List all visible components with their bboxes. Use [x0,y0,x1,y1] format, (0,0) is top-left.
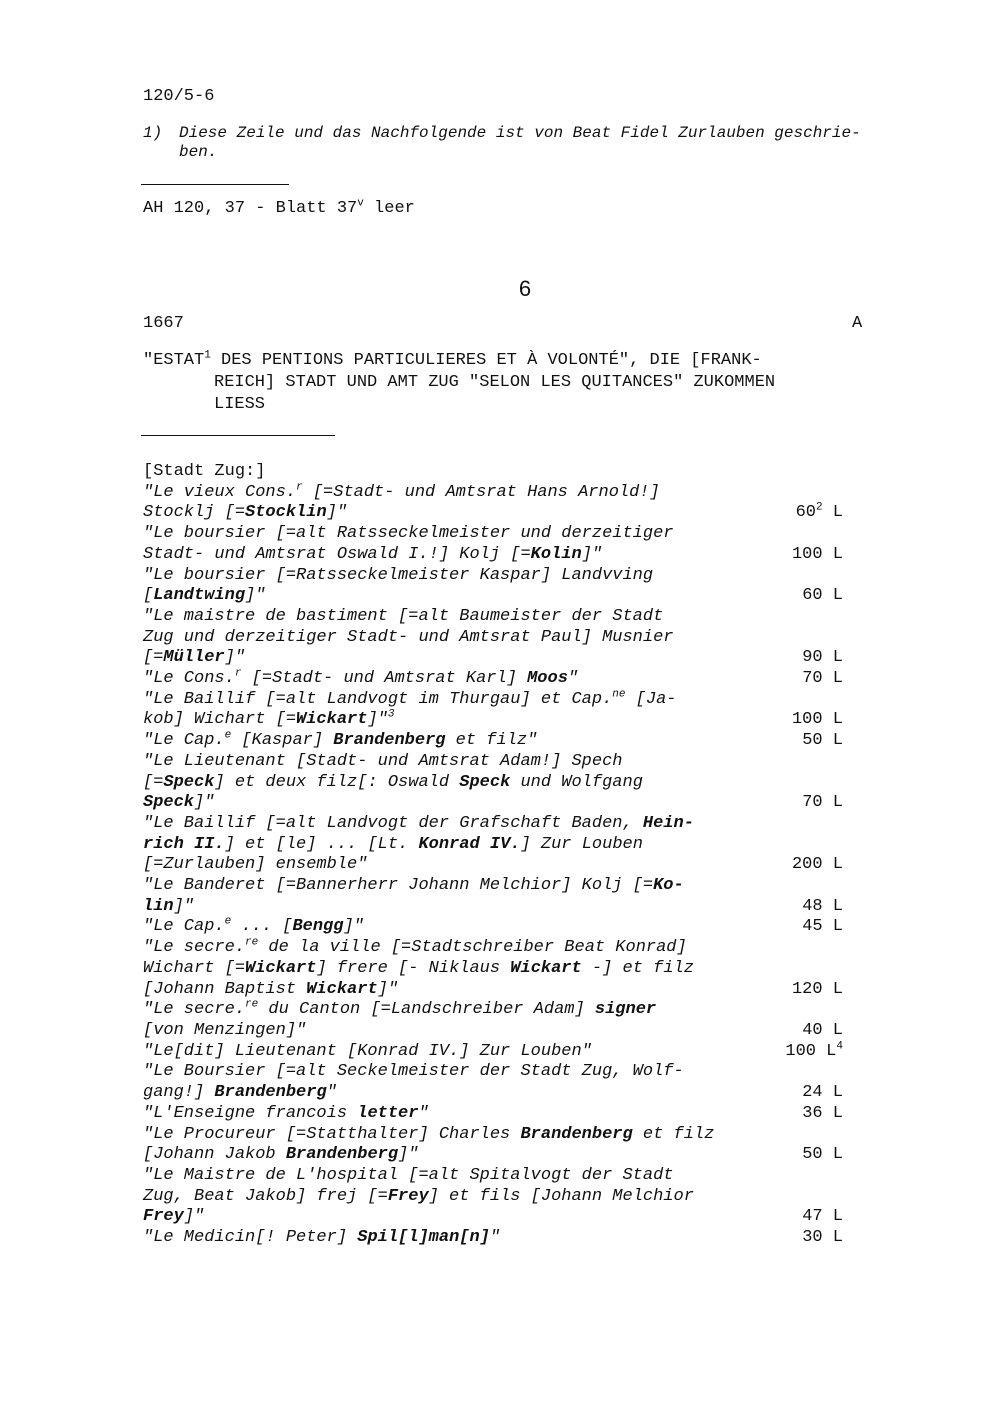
entry-fragment: "Le Cap. [143,917,225,937]
entry-line [143,959,773,980]
entry-amount [773,710,843,731]
title-line: "ESTAT$^1$ DES PENTIONS PARTICULIERES ET À VOLONTÉ", DIE [FRANK- [143,349,762,370]
entry-fragment: ... [ [231,917,293,937]
entry-amount [773,648,843,669]
pension-entry [143,1228,903,1249]
document-year: 1667 [143,314,184,333]
entry-fragment: "Le boursier [=Ratsseckelmeister Kaspar] Landvving [143,565,654,585]
section-label: [Stadt Zug:] [143,462,266,481]
entry-name-bold: Speck [459,772,511,792]
entry-amount [773,1145,843,1166]
title-line: REICH] STADT UND AMT ZUG "SELON LES QUITANCES" ZUKOMMEN [214,373,776,392]
entry-fragment: et filz" [445,731,538,751]
entry-name-bold: Speck [143,793,195,813]
entry-text [143,1000,773,1041]
entry-fragment: [=Zurlauben] ensemble" [143,855,368,875]
entry-text [143,731,773,752]
entry-name-bold: Landtwing [153,586,246,606]
entry-line [143,897,773,918]
entry-name-bold: Brandenberg [214,1083,327,1103]
entry-fragment: ]" [173,896,195,916]
entry-amount [773,503,843,524]
pension-entry [143,1125,903,1166]
entry-name-bold: Moos [527,669,568,689]
entry-fragment: "Le secre. [143,938,246,958]
entry-amount [773,1104,843,1125]
entry-line [143,710,773,731]
entry-line [143,1062,773,1083]
entry-fragment: "Le Medicin[! Peter] [143,1228,358,1248]
entry-fragment: ]" [183,1207,205,1227]
entries-container [143,483,903,1249]
entry-line [143,793,773,814]
entry-fragment: [= [143,648,164,668]
amount-value: 36 [802,1103,823,1123]
amount-value: 100 [791,544,823,564]
amount-value: 45 [802,917,823,937]
entry-name-bold: Wickart [306,979,378,999]
document-letter: A [852,314,863,333]
amount-unit: L [822,979,843,999]
entry-fragment: et filz [632,1124,715,1144]
entry-fragment: ] et [le] ... [Lt. [224,834,419,854]
entry-name-bold: signer [594,1000,657,1020]
footnote-number: 1) [143,124,163,142]
entry-line [143,545,773,566]
entry-fragment: "Le maistre de bastiment [=alt Baumeister der Stadt [143,606,664,626]
entry-line [143,814,773,835]
pension-entry [143,938,903,1000]
entry-text [143,1166,773,1228]
amount-unit: L [822,917,843,937]
entry-line [143,1000,773,1021]
entry-fragment: "Le Baillif [=alt Landvogt der Grafschaft Baden, [143,813,643,833]
entry-text [143,814,773,876]
entry-line [143,669,773,690]
entry-fragment: Zug, Beat Jakob] frej [= [143,1186,388,1206]
amount-value: 100 [785,1041,816,1061]
amount-value: 100 [791,710,823,730]
entry-name-bold: Wickart [510,958,582,978]
entry-amount [773,731,843,752]
entry-fragment: [=Stadt- und Amtsrat Hans Arnold!] [302,482,660,502]
pension-entry [143,1166,903,1228]
entry-amount [773,917,843,938]
entry-name-bold: Bengg [292,917,344,937]
footnote [143,124,903,162]
entry-line [143,503,773,524]
entry-line [143,1228,773,1249]
entry-name-bold: Frey [143,1207,184,1227]
entry-line [143,1207,773,1228]
entry-fragment: ]" [343,917,364,937]
amount-footnote-mark: 2 [815,501,823,514]
amount-value: 60 [802,586,823,606]
entry-fragment: ]" [326,503,348,523]
entry-name-bold: Speck [163,772,215,792]
amount-value: 120 [791,979,823,999]
entry-fragment: "L'Enseigne francois [143,1103,358,1123]
amount-value: 47 [802,1207,823,1227]
amount-unit: L [815,1041,837,1061]
entry-superscript: 3 [387,708,395,721]
entry-name-bold: Brandenberg [520,1124,633,1144]
entry-line [143,876,773,897]
amount-value: 24 [802,1083,823,1103]
entry-text [143,917,773,938]
entry-fragment: [von Menzingen]" [143,1020,307,1040]
entry-fragment: " [489,1228,501,1248]
entry-line [143,773,773,794]
title-divider [141,435,335,436]
entry-fragment: Stadt- und Amtsrat Oswald I.!] Kolj [= [143,544,531,564]
entry-text [143,876,773,917]
document-title [143,350,903,416]
entry-fragment: ]" [581,544,603,564]
entry-fragment: [Ja- [625,689,677,709]
entry-name-bold: Hein- [642,813,694,833]
entry-line [143,835,773,856]
pension-entry [143,752,903,814]
amount-value: 60 [795,503,816,523]
entry-text [143,1062,773,1103]
footnote-line: ben. [179,143,218,161]
entry-fragment: de la ville [=Stadtschreiber Beat Konrad] [258,938,687,958]
entry-superscript: r [234,667,242,680]
entry-text [143,483,773,524]
entries-list [143,462,903,1249]
pension-entry [143,669,903,690]
entry-fragment: ] et fils [Johann Melchior [428,1186,694,1206]
entry-amount [773,669,843,690]
entry-fragment: ]" [194,793,215,813]
entry-amount [773,545,843,566]
amount-value: 70 [802,669,823,689]
entry-line [143,752,773,773]
entry-line [143,628,773,649]
entry-fragment: "Le Cons. [143,669,235,689]
entry-fragment: ]" [224,648,246,668]
entry-fragment: kob] Wichart [= [143,710,297,730]
entry-fragment: " [567,669,579,689]
entry-line [143,917,773,938]
title-line: LIESS [214,395,266,414]
entry-fragment: ]" [377,979,399,999]
page-header-ref: 120/5-6 [143,87,215,106]
entry-line [143,938,773,959]
entry-superscript: r [296,481,303,494]
amount-unit: L [822,648,843,668]
pension-entry [143,731,903,752]
entry-fragment: [Johann Baptist [143,979,307,999]
entry-fragment: ] Zur Louben [520,834,643,854]
amount-unit: L [822,1020,843,1040]
entry-line [143,586,773,607]
entry-amount [773,1083,843,1104]
entry-fragment: "Le Baillif [=alt Landvogt im Thurgau] et Cap. [143,689,613,709]
entry-fragment: "Le boursier [=alt Ratsseckelmeister und derzeitiger [143,524,674,544]
amount-unit: L [822,855,843,875]
entry-text [143,1125,773,1166]
entry-fragment: Zug und derzeitiger Stadt- und Amtsrat Paul] Musnier [143,627,674,647]
entry-fragment: "Le Boursier [=alt Seckelmeister der Stadt Zug, Wolf- [143,1062,684,1082]
entry-fragment: ] et deux filz[: Oswald [214,772,460,792]
entry-line [143,1125,773,1146]
entry-amount [773,1021,843,1042]
entry-fragment: " [418,1103,429,1123]
entry-name-bold: Kolin [530,544,582,564]
entry-text [143,566,773,607]
footnote-divider [141,184,289,185]
entry-text [143,1228,773,1249]
sheet-note: AH 120, 37 - Blatt 37$^v$ leer [143,197,415,218]
pension-entry [143,607,903,669]
entry-line [143,1187,773,1208]
entry-fragment: ]" [245,586,266,606]
entry-name-bold: Wickart [296,710,368,730]
entry-line [143,1083,773,1104]
entry-name-bold: Konrad IV. [418,834,521,854]
entry-name-bold: letter [357,1103,419,1123]
amount-value: 30 [802,1228,823,1248]
pension-entry [143,690,903,731]
entry-amount [773,793,843,814]
entry-line [143,566,773,587]
entry-line [143,980,773,1001]
entry-fragment: [Kaspar] [231,731,334,751]
pension-entry [143,1000,903,1041]
pension-entry [143,483,903,524]
footnote-line: Diese Zeile und das Nachfolgende ist von Beat Fidel Zurlauben geschrie- [179,124,861,142]
amount-value: 40 [802,1020,823,1040]
amount-unit: L [822,793,843,813]
entry-fragment: -] et filz [581,958,694,978]
entry-text [143,524,773,565]
entry-text [143,1104,773,1125]
entry-fragment: du Canton [=Landschreiber Adam] [258,1000,595,1020]
amount-unit: L [822,1145,843,1165]
entry-name-bold: Brandenberg [333,731,446,751]
amount-value: 200 [791,855,823,875]
entry-name-bold: Spil[l]man[n] [357,1228,490,1248]
entry-fragment: gang!] [143,1083,215,1103]
amount-unit: L [822,544,843,564]
amount-unit: L [822,1083,843,1103]
entry-superscript: e [224,729,232,742]
entry-fragment: "Le Maistre de L'hospital [=alt Spitalvogt der Stadt [143,1165,674,1185]
entry-text [143,752,773,814]
entry-line [143,690,773,711]
entry-fragment: "Le Lieutenant [Stadt- und Amtsrat Adam!] Spech [143,751,623,771]
amount-unit: L [822,669,843,689]
entry-line [143,648,773,669]
entry-fragment: "Le Banderet [=Bannerherr Johann Melchior] Kolj [= [143,876,654,896]
entry-superscript: e [224,915,232,928]
entry-fragment: Wichart [= [143,958,246,978]
entry-fragment: " [326,1083,337,1103]
entry-amount [773,1228,843,1249]
entry-line [143,1021,773,1042]
amount-unit: L [822,1207,843,1227]
entry-amount [773,897,843,918]
entry-line [143,483,773,504]
entry-text [143,690,773,731]
amount-unit: L [822,731,843,751]
unit-footnote-mark: 4 [836,1040,843,1053]
entry-name-bold: Wickart [245,958,317,978]
entry-fragment: [=Stadt- und Amtsrat Karl] [241,669,528,689]
amount-unit: L [822,710,843,730]
entry-line [143,855,773,876]
entry-line [143,1145,773,1166]
entry-fragment: "Le Cap. [143,731,225,751]
entry-fragment: Stocklj [= [143,503,246,523]
entry-amount [773,980,843,1001]
entry-line [143,607,773,628]
entry-name-bold: Stocklin [245,503,327,523]
entry-text [143,938,773,1000]
entry-fragment: [ [143,586,154,606]
amount-unit: L [822,503,843,523]
pension-entry [143,566,903,607]
entry-superscript: re [245,998,259,1011]
pension-entry [143,917,903,938]
entry-text [143,1042,773,1063]
entry-amount [773,1207,843,1228]
entry-line [143,1042,773,1063]
pension-entry [143,1062,903,1103]
amount-value: 70 [802,793,823,813]
entry-amount [773,586,843,607]
amount-unit: L [822,1228,843,1248]
entry-name-bold: Müller [163,648,225,668]
entry-fragment: [Johann Jakob [143,1145,286,1165]
entry-fragment: "Le Procureur [=Statthalter] Charles [143,1124,521,1144]
entry-fragment: "Le secre. [143,1000,246,1020]
entry-name-bold: Frey [387,1186,429,1206]
entry-line [143,731,773,752]
entry-name-bold: lin [143,896,174,916]
entry-fragment: ]" [367,710,388,730]
entry-superscript: ne [612,688,626,701]
entry-fragment: ] frere [- Niklaus [316,958,511,978]
amount-value: 90 [802,648,823,668]
entry-name-bold: Brandenberg [285,1145,399,1165]
entry-superscript: re [245,936,259,949]
pension-entry [143,876,903,917]
entry-name-bold: Ko- [653,876,684,896]
pension-entry [143,814,903,876]
entry-line [143,524,773,545]
entry-fragment: ]" [398,1145,419,1165]
entry-amount [773,1042,843,1063]
pension-entry [143,1104,903,1125]
amount-unit: L [822,586,843,606]
entry-name-bold: rich II. [143,834,225,854]
amount-unit: L [822,1103,843,1123]
entry-fragment: "Le[dit] Lieutenant [Konrad IV.] Zur Louben" [143,1041,592,1061]
amount-value: 50 [802,1145,823,1165]
amount-value: 50 [802,731,823,751]
entry-amount [773,855,843,876]
pension-entry [143,1042,903,1063]
amount-value: 48 [802,896,823,916]
entry-fragment: und Wolfgang [510,772,643,792]
document-number: 6 [518,276,532,301]
entry-text [143,607,773,669]
pension-entry [143,524,903,565]
entry-fragment: [= [143,772,164,792]
entry-fragment: "Le vieux Cons. [143,482,297,502]
amount-unit: L [822,896,843,916]
entry-line [143,1166,773,1187]
entry-line [143,1104,773,1125]
entry-text [143,669,773,690]
